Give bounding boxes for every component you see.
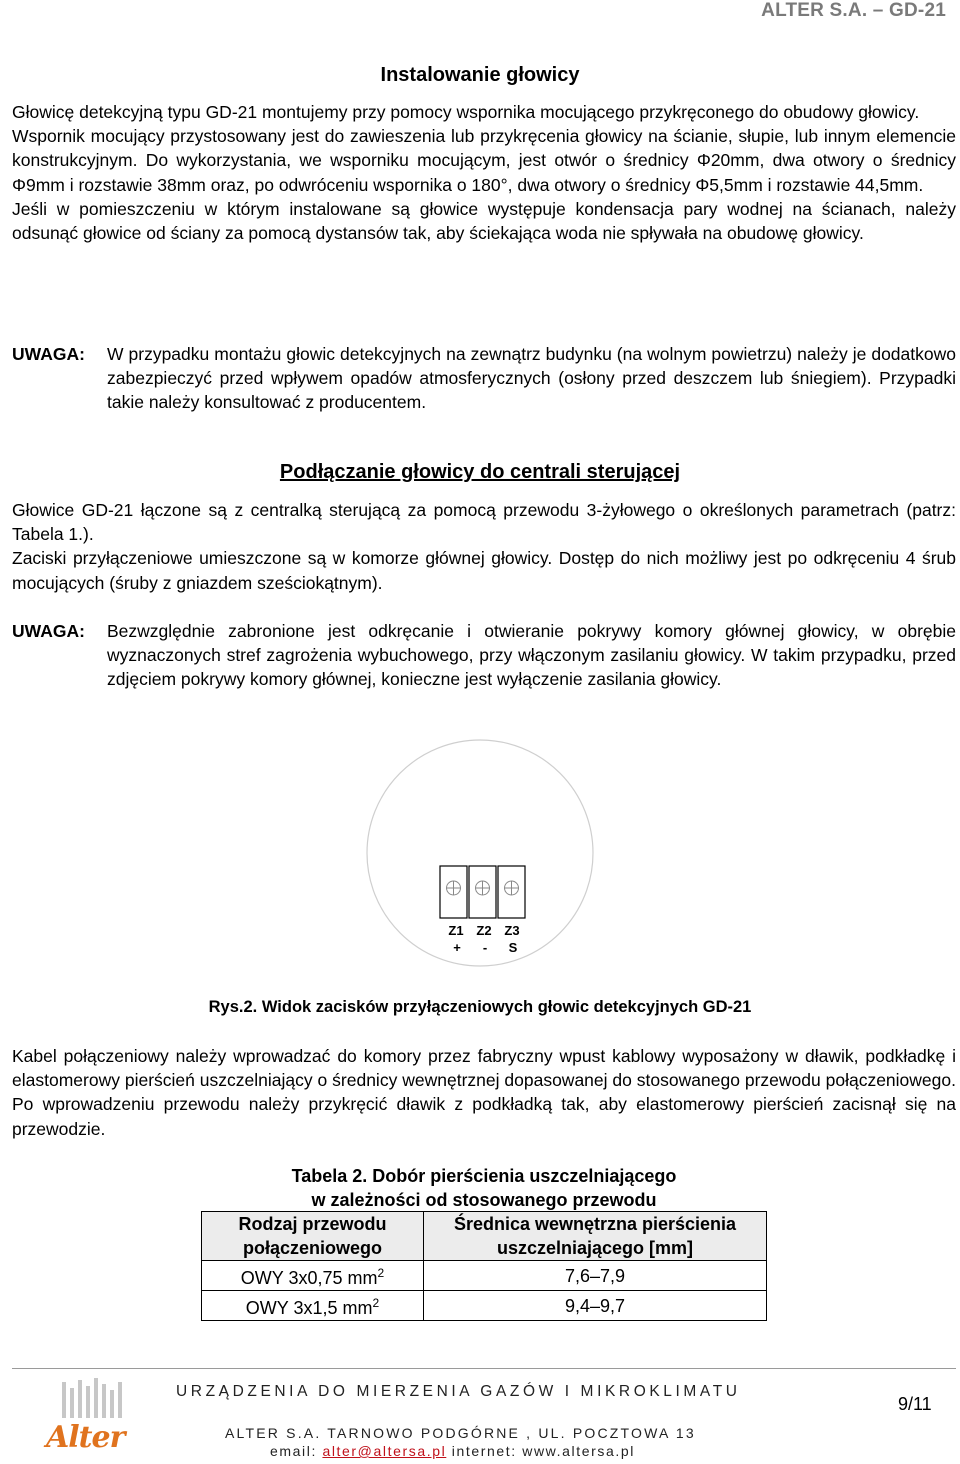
- paragraph: Zaciski przyłączeniowe umieszczone są w komorze głównej głowicy. Dostęp do nich możliwy jest po odkręceniu 4 śrub mocujących (śruby z gniazdem sześciokątnym).: [12, 548, 956, 593]
- terminal-label: Z3: [504, 923, 520, 938]
- table-title-line2: w zależności od stosowanego przewodu: [311, 1190, 657, 1210]
- table-cell-cable: OWY 3x1,5 $mm^2$: [202, 1291, 424, 1321]
- figure-caption-prefix: Rys.2.: [208, 998, 258, 1016]
- footer-divider: [12, 1368, 956, 1369]
- table-header-cell: Rodzaj przewodu połączeniowego: [202, 1212, 424, 1261]
- table-title: [200, 1164, 768, 1212]
- figure-caption: [0, 998, 960, 1017]
- footer-tagline: URZĄDZENIA DO MIERZENIA GAZÓW I MIKROKLIMATU: [176, 1383, 741, 1400]
- logo-text: Alter: [46, 1420, 125, 1455]
- paragraph: Jeśli w pomieszczeniu w którym instalowane są głowice występuje kondensacja pary wodnej na ścianach, należy odsunąć głowice od ściany za pomocą dystansów tak, aby ściekająca woda nie spływała na obudowę głowicy.: [12, 198, 956, 244]
- footer-contact: [270, 1443, 635, 1459]
- table-cell-diameter: 9,4–9,7: [424, 1291, 767, 1321]
- footer-address: ALTER S.A. TARNOWO PODGÓRNE , UL. POCZTOWA 13: [225, 1425, 696, 1441]
- terminal-sign: +: [453, 940, 461, 955]
- warning-outdoor: [12, 342, 956, 415]
- warning-label: UWAGA:: [12, 621, 85, 641]
- table-row: [202, 1291, 767, 1321]
- table-title-rest: Dobór pierścienia uszczelniającego: [367, 1166, 677, 1186]
- terminal-diagram: [360, 735, 600, 995]
- warning-text: W przypadku montażu głowic detekcyjnych na zewnątrz budynku (na wolnym powietrzu) należy je dodatkowo zabezpieczyć przed wpływem opadów atmosferycznych (osłony przed deszczem lub śniegiem). Przypadki takie należy konsultować z producentem.: [107, 344, 956, 413]
- table-row: [202, 1261, 767, 1291]
- terminal-label: Z2: [476, 923, 492, 938]
- installation-text: [12, 100, 956, 245]
- footer-web: internet: www.altersa.pl: [446, 1443, 635, 1459]
- table-cell-cable: OWY 3x0,75 $mm^2$: [202, 1261, 424, 1291]
- footer-email-label: email:: [270, 1443, 323, 1459]
- section-title-installation: Instalowanie głowicy: [380, 64, 580, 86]
- warning-text: Bezwzględnie zabronione jest odkręcanie i otwieranie pokrywy komory głównej głowicy, w obrębie wyznaczonych stref zagrożenia wybuchowego, przy włączonym zasilaniu głowicy. W takim przypadku, przed zdjęciem pokrywy komory głównej, konieczne jest wyłączenie zasilania głowicy.: [107, 621, 956, 690]
- paragraph: Głowicę detekcyjną typu GD-21 montujemy przy pomocy wspornika mocującego przykręconego do obudowy głowicy.: [12, 102, 920, 122]
- connection-text: [12, 498, 956, 595]
- seal-ring-table: [201, 1211, 767, 1321]
- paragraph: Wspornik mocujący przystosowany jest do zawieszenia lub przykręcenia głowicy na ścianie, słupie, lub innym elemencie konstrukcyjnym. Do wykorzystania, we wsporniku mocującym, jest otwór o średnicy Φ20mm, dwa otwory o średnicy Φ9mm i rozstawie 38mm oraz, po odwróceniu wspornika o 180°, dwa otwory o średnicy Φ5,5mm i rozstawie 44,5mm.: [12, 126, 956, 195]
- page-number: 9/11: [898, 1394, 932, 1414]
- terminal-label: Z1: [448, 923, 464, 938]
- table-cell-diameter: 7,6–7,9: [424, 1261, 767, 1291]
- figure-caption-text: Widok zacisków przyłączeniowych głowic detekcyjnych GD-21: [257, 998, 752, 1016]
- table-header-cell: Średnica wewnętrzna pierścienia uszczelniającego [mm]: [424, 1212, 767, 1261]
- warning-label: UWAGA:: [12, 344, 85, 364]
- table-title-prefix: Tabela 2.: [291, 1166, 368, 1186]
- paragraph: Głowice GD-21 łączone są z centralką sterującą za pomocą przewodu 3-żyłowego o określonych parametrach (patrz: Tabela 1.).: [12, 500, 956, 545]
- table-header-row: [202, 1212, 767, 1261]
- section-title-connection: Podłączanie głowicy do centrali sterującej: [279, 461, 681, 483]
- alter-logo: [40, 1378, 150, 1458]
- cable-gland-text: Kabel połączeniowy należy wprowadzać do komory przez fabryczny wpust kablowy wyposażony w dławik, podkładkę i elastomerowy pierścień uszczelniający o średnicy wewnętrznej dopasowanej do stosowanego przewodu połączeniowego. Po wprowadzeniu przewodu należy przykręcić dławik z podkładką tak, aby elastomerowy pierścień zacisnął się na przewodzie.: [12, 1046, 956, 1139]
- terminal-block: [440, 866, 525, 918]
- warning-cover: [12, 619, 956, 692]
- terminal-sign: S: [508, 940, 518, 955]
- footer-email-link[interactable]: alter@altersa.pl: [322, 1443, 447, 1459]
- header-title: ALTER S.A. – GD-21: [761, 0, 946, 21]
- terminal-sign: -: [482, 940, 488, 955]
